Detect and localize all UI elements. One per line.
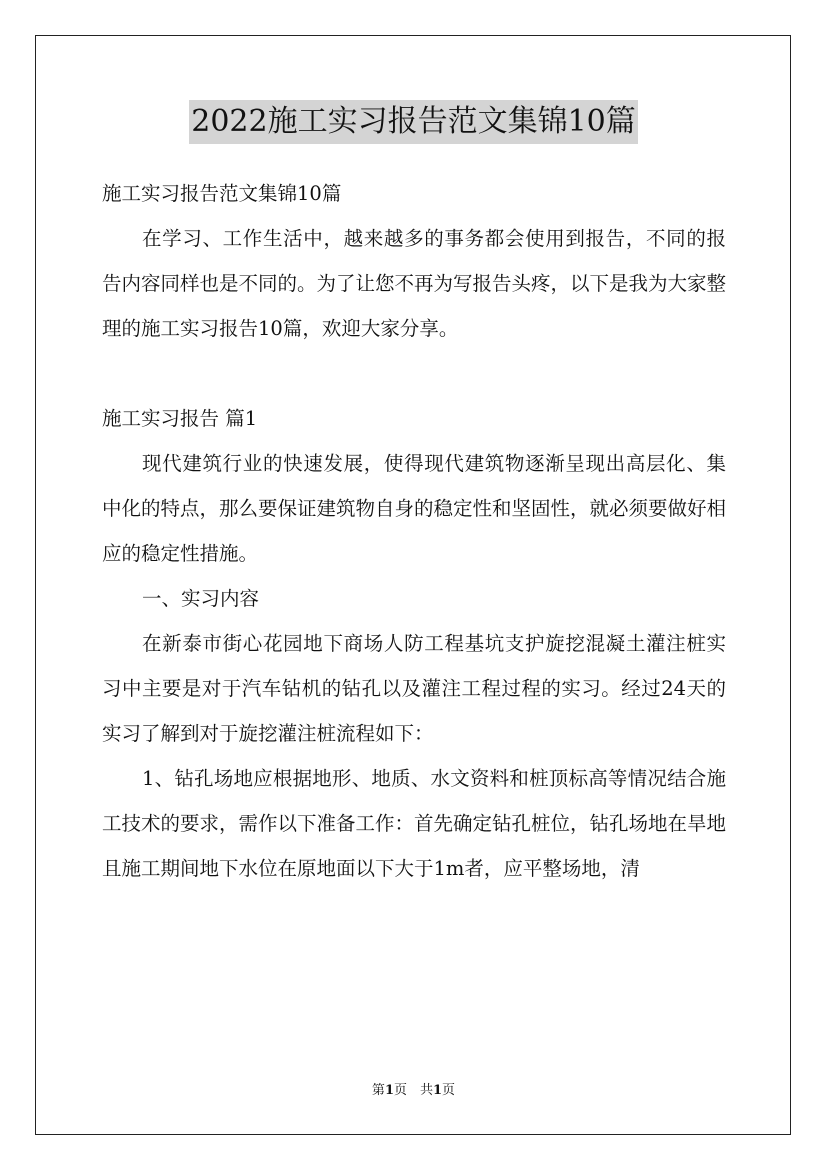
section-heading: 施工实习报告 篇1: [102, 407, 258, 430]
subsection-heading: 一、实习内容: [142, 587, 260, 610]
footer-page-number: 1: [384, 1083, 394, 1098]
body-paragraph: 现代建筑行业的快速发展，使得现代建筑物逐渐呈现出高层化、集中化的特点，那么要保证建筑物自身的稳定性和坚固性，就必须要做好相应的稳定性措施。: [102, 452, 727, 565]
body-paragraph: 在新泰市街心花园地下商场人防工程基坑支护旋挖混凝土灌注桩实习中主要是对于汽车钻机的钻孔以及灌注工程过程的实习。经过24天的实习了解到对于旋挖灌注桩流程如下：: [102, 632, 726, 745]
blank-line: [102, 351, 726, 396]
page-footer: [0, 1083, 827, 1099]
footer-suffix: 页: [442, 1083, 456, 1098]
subtitle-paragraph: 施工实习报告范文集锦10篇: [102, 182, 342, 205]
intro-paragraph: 在学习、工作生活中，越来越多的事务都会使用到报告，不同的报告内容同样也是不同的。为了让您不再为写报告头疼，以下是我为大家整理的施工实习报告10篇，欢迎大家分享。: [102, 227, 727, 340]
body-paragraph: 1、钻孔场地应根据地形、地质、水文资料和桩顶标高等情况结合施工技术的要求，需作以下准备工作：首先确定钻孔桩位，钻孔场地在旱地且施工期间地下水位在原地面以下大于1m者，应平整场地，清: [102, 767, 727, 880]
footer-mid: 页 共: [393, 1083, 433, 1098]
document-title: 2022施工实习报告范文集锦10篇: [189, 100, 638, 144]
document-body: [102, 171, 726, 891]
footer-page-total: 1: [433, 1083, 443, 1098]
title-container: [0, 100, 827, 144]
footer-prefix: 第: [371, 1083, 385, 1098]
